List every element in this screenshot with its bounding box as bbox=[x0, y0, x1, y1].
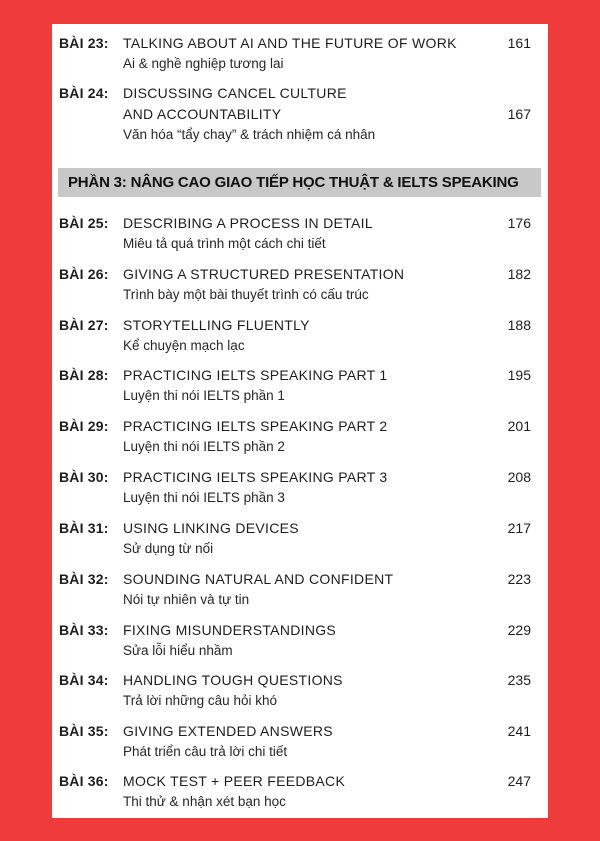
lesson-number: BÀI 32: bbox=[59, 571, 109, 587]
lesson-page-number: 208 bbox=[507, 469, 531, 485]
lesson-number: BÀI 33: bbox=[59, 622, 109, 638]
lesson-title: GIVING A STRUCTURED PRESENTATION bbox=[123, 266, 405, 282]
lesson-number: BÀI 28: bbox=[59, 367, 109, 383]
lesson-title: PRACTICING IELTS SPEAKING PART 1 bbox=[123, 367, 388, 383]
lesson-number: BÀI 29: bbox=[59, 418, 109, 434]
lesson-subtitle: Sử dụng từ nối bbox=[123, 541, 214, 556]
lesson-title: STORYTELLING FLUENTLY bbox=[123, 317, 310, 333]
lesson-title: PRACTICING IELTS SPEAKING PART 3 bbox=[123, 469, 388, 485]
lesson-page-number: 235 bbox=[507, 672, 531, 688]
lesson-page-number: 182 bbox=[507, 266, 531, 282]
lesson-page-number: 161 bbox=[507, 35, 531, 51]
lesson-subtitle: Văn hóa “tẩy chay” & trách nhiệm cá nhân bbox=[123, 127, 376, 142]
lesson-title-line-1: DISCUSSING CANCEL CULTURE bbox=[123, 85, 347, 101]
lesson-title: TALKING ABOUT AI AND THE FUTURE OF WORK bbox=[123, 35, 457, 51]
lesson-subtitle: Trả lời những câu hỏi khó bbox=[123, 693, 277, 708]
lesson-title: FIXING MISUNDERSTANDINGS bbox=[123, 622, 337, 638]
lesson-page-number: 229 bbox=[507, 622, 531, 638]
lesson-title: DESCRIBING A PROCESS IN DETAIL bbox=[123, 215, 373, 231]
lesson-page-number: 223 bbox=[507, 571, 531, 587]
lesson-number: BÀI 26: bbox=[59, 266, 109, 282]
lesson-number: BÀI 36: bbox=[59, 773, 109, 789]
lesson-page-number: 188 bbox=[507, 317, 531, 333]
lesson-title: HANDLING TOUGH QUESTIONS bbox=[123, 672, 343, 688]
lesson-number: BÀI 35: bbox=[59, 723, 109, 739]
lesson-subtitle: Phát triển câu trả lời chi tiết bbox=[123, 744, 288, 759]
lesson-subtitle: Miêu tả quá trình một cách chi tiết bbox=[123, 236, 326, 251]
lesson-title: USING LINKING DEVICES bbox=[123, 520, 299, 536]
lesson-page-number: 195 bbox=[507, 367, 531, 383]
section-title: PHẦN 3: NÂNG CAO GIAO TIẾP HỌC THUẬT & IELTS SPEAKING bbox=[68, 174, 519, 191]
lesson-subtitle: Luyện thi nói IELTS phần 2 bbox=[123, 439, 285, 454]
lesson-subtitle: Sửa lỗi hiểu nhầm bbox=[123, 643, 233, 658]
lesson-number: BÀI 27: bbox=[59, 317, 109, 333]
lesson-subtitle: Thi thử & nhận xét bạn học bbox=[123, 794, 286, 809]
lesson-page-number: 176 bbox=[507, 215, 531, 231]
lesson-page-number: 247 bbox=[507, 773, 531, 789]
lesson-title: GIVING EXTENDED ANSWERS bbox=[123, 723, 333, 739]
lesson-subtitle: Luyện thi nói IELTS phần 3 bbox=[123, 490, 285, 505]
lesson-subtitle: Ai & nghề nghiệp tương lai bbox=[123, 56, 284, 71]
lesson-page-number: 167 bbox=[507, 106, 531, 122]
lesson-subtitle: Nói tự nhiên và tự tin bbox=[123, 592, 250, 607]
lesson-page-number: 241 bbox=[507, 723, 531, 739]
lesson-title: SOUNDING NATURAL AND CONFIDENT bbox=[123, 571, 394, 587]
section-header bbox=[58, 168, 541, 197]
lesson-number: BÀI 31: bbox=[59, 520, 109, 536]
toc-page bbox=[52, 24, 548, 818]
lesson-page-number: 217 bbox=[507, 520, 531, 536]
lesson-number: BÀI 24: bbox=[59, 85, 109, 101]
lesson-number: BÀI 34: bbox=[59, 672, 109, 688]
lesson-number: BÀI 30: bbox=[59, 469, 109, 485]
lesson-title: PRACTICING IELTS SPEAKING PART 2 bbox=[123, 418, 388, 434]
lesson-subtitle: Kể chuyện mạch lạc bbox=[123, 338, 245, 353]
lesson-title: MOCK TEST + PEER FEEDBACK bbox=[123, 773, 346, 789]
lesson-subtitle: Trình bày một bài thuyết trình có cấu trúc bbox=[123, 287, 369, 302]
lesson-subtitle: Luyện thi nói IELTS phần 1 bbox=[123, 388, 285, 403]
lesson-number: BÀI 25: bbox=[59, 215, 109, 231]
lesson-page-number: 201 bbox=[507, 418, 531, 434]
lesson-title-line-2: AND ACCOUNTABILITY bbox=[123, 106, 282, 122]
lesson-number: BÀI 23: bbox=[59, 35, 109, 51]
